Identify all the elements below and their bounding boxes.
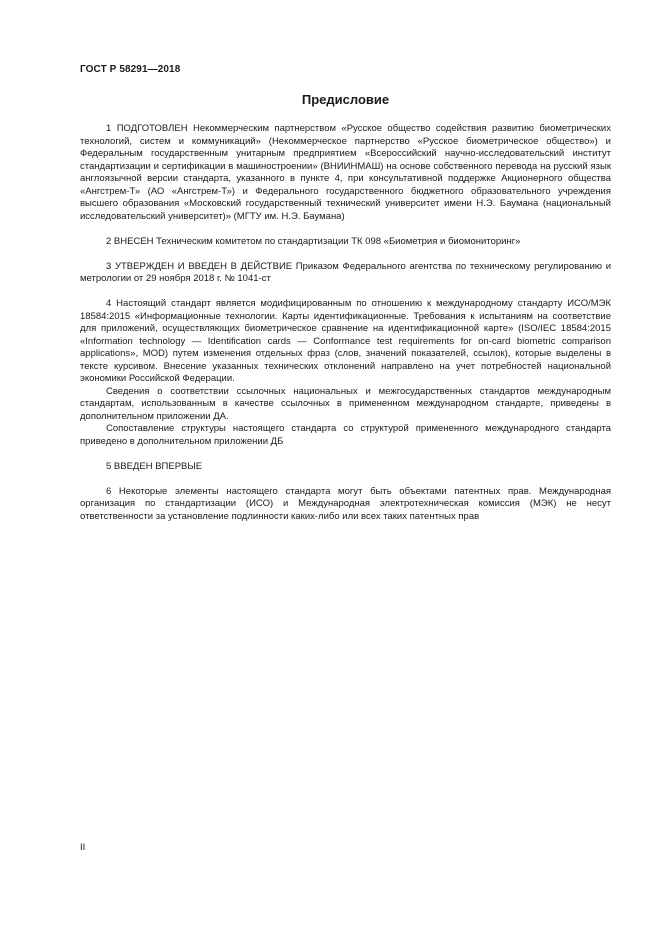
paragraph-4-modified-standard: 4 Настоящий стандарт является модифицированным по отношению к международному стандарту ИСО/МЭК 18584:2015 «Информационные технологии. Карты идентификационные. Требования к испытаниям на соответствие для приложений, осуществляющих биометрическое сравнение на идентификационной карте» (ISO/IEC 18584:2015 «Information technology — Identification cards — Conformance test requirements for on-card biometric comparison applications», MOD) путем изменения отдельных фраз (слов, значений показателей, ссылок), которые выделены в тексте курсивом. Внесение указанных технических отклонений направлено на учет потребностей национальной экономики Российской Федерации. bbox=[80, 298, 611, 384]
page-title: Предисловие bbox=[301, 92, 390, 107]
document-code-header: ГОСТ Р 58291—2018 bbox=[80, 64, 181, 75]
paragraph-6-patent-rights: 6 Некоторые элементы настоящего стандарта могут быть объектами патентных прав. Международная организация по стандартизации (ИСО) и Международная электротехническая комиссия (МЭК) не несут ответственности за установление подлинности каких-либо или всех таких патентных прав bbox=[80, 485, 611, 522]
paragraph-2-introduced-by: 2 ВНЕСЕН Техническим комитетом по стандартизации ТК 098 «Биометрия и биомониторинг» bbox=[106, 235, 521, 247]
paragraph-1-prepared-by: 1 ПОДГОТОВЛЕН Некоммерческим партнерством «Русское общество содействия развитию биометрических технологий, систем и коммуникаций» (Некоммерческое партнерство «Русское биометрическое общество») и Федеральным государственным унитарным предприятием «Всероссийский научно-исследовательский институт стандартизации и сертификации в машиностроении» (ВНИИНМАШ) на основе собственного перевода на русский язык англоязычной версии стандарта, указанного в пункте 4, при консультативной поддержке Акционерного общества «Ангстрем-Т» (АО «Ангстрем-Т») и Федерального государственного бюджетного образовательного учреждения высшего образования «Московский государственный технический университет имени Н.Э. Баумана (национальный исследовательский университет)» (МГТУ им. Н.Э. Баумана) bbox=[80, 123, 611, 222]
page-number: II bbox=[80, 842, 86, 853]
paragraph-3-approved: 3 УТВЕРЖДЕН И ВВЕДЕН В ДЕЙСТВИЕ Приказом Федерального агентства по техническому регулированию и метрологии от 29 ноября 2018 г. № 1041-ст bbox=[80, 260, 611, 284]
paragraph-4-references-info: Сведения о соответствии ссылочных национальных и межгосударственных стандартов международным стандартам, использованным в качестве ссылочных в примененном международном стандарте, приведены в дополнительном приложении ДА. bbox=[80, 385, 611, 422]
foreword-body bbox=[80, 123, 611, 523]
paragraph-5-first-introduced: 5 ВВЕДЕН ВПЕРВЫЕ bbox=[106, 460, 203, 472]
paragraph-4-structure-comparison: Сопоставление структуры настоящего стандарта со структурой примененного международного стандарта приведено в дополнительном приложении ДБ bbox=[80, 423, 611, 447]
